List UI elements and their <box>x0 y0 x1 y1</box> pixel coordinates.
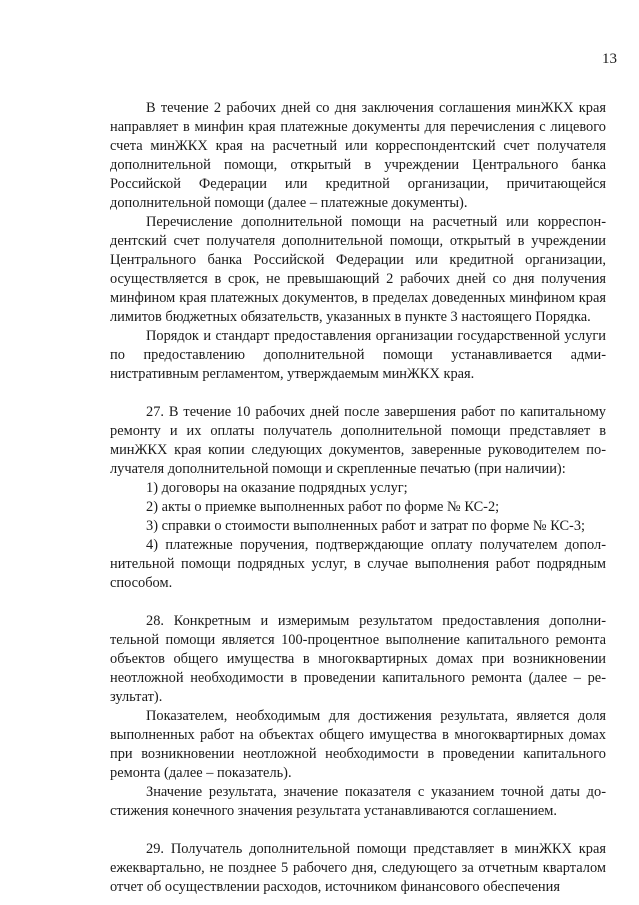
paragraph: Порядок и стандарт предоставления организации государственной услуги по предоставлению дополнительной помощи устанавливается административным регламентом, утверждаемым минЖКХ края. <box>110 328 606 382</box>
paragraph: 29. Получатель дополнительной помощи представляет в минЖКХ края ежеквартально, не позднее 5 рабочего дня, следующего за отчетным кварталом отчет об осуществлении расходов, источником финансового обеспечения <box>110 841 606 895</box>
paragraph: 4) платежные поручения, подтверждающие оплату получателем дополнительной помощи подрядных услуг, в случае выполнения работ подрядным способом. <box>110 537 606 591</box>
paragraph: Показателем, необходимым для достижения результата, является доля выполненных работ на объектах общего имущества в многоквартирных домах при возникновении неотложной необходимости в проведении капитального ремонта (далее – показатель). <box>110 708 606 781</box>
paragraph: 3) справки о стоимости выполненных работ и затрат по форме № КС-3; <box>146 518 586 534</box>
paragraph: В течение 2 рабочих дней со дня заключения соглашения минЖКХ края направляет в минфин края платежные документы для перечисления с лицевого счета минЖКХ края на расчетный или корреспондентский счет получателя дополнительной помощи, открытый в учреждении Центрального банка Российской Федерации или кредитной организации, причитающейся дополнительной помощи (далее – платежные документы). <box>110 100 606 211</box>
page-number: 13 <box>602 51 617 67</box>
paragraph: Перечисление дополнительной помощи на расчетный или корреспондентский счет получателя дополнительной помощи, открытый в учреждении Центрального банка Российской Федерации или кредитной организации, осуществляется в срок, не превышающий 2 рабочих дней со дня получения минфином края платежных документов, в пределах доведенных минфином края лимитов бюджетных обязательств, указанных в пункте 3 настоящего Порядка. <box>110 214 606 325</box>
paragraph: 1) договоры на оказание подрядных услуг; <box>146 480 408 496</box>
paragraph: 27. В течение 10 рабочих дней после завершения работ по капитальному ремонту и их оплаты получатель дополнительной помощи представляет в минЖКХ края копии следующих документов, заверенные руководителем получателя дополнительной помощи и скрепленные печатью (при наличии): <box>110 404 606 477</box>
paragraph: 2) акты о приемке выполненных работ по форме № КС-2; <box>146 499 500 515</box>
document-body <box>110 99 606 897</box>
paragraph: 28. Конкретным и измеримым результатом предоставления дополнительной помощи является 100-процентное выполнение капитального ремонта объектов общего имущества в многоквартирных домах при возникновении неотложной необходимости в проведении капитального ремонта (далее – результат). <box>110 613 606 705</box>
paragraph: Значение результата, значение показателя с указанием точной даты достижения конечного значения результата устанавливаются соглашением. <box>110 784 606 819</box>
